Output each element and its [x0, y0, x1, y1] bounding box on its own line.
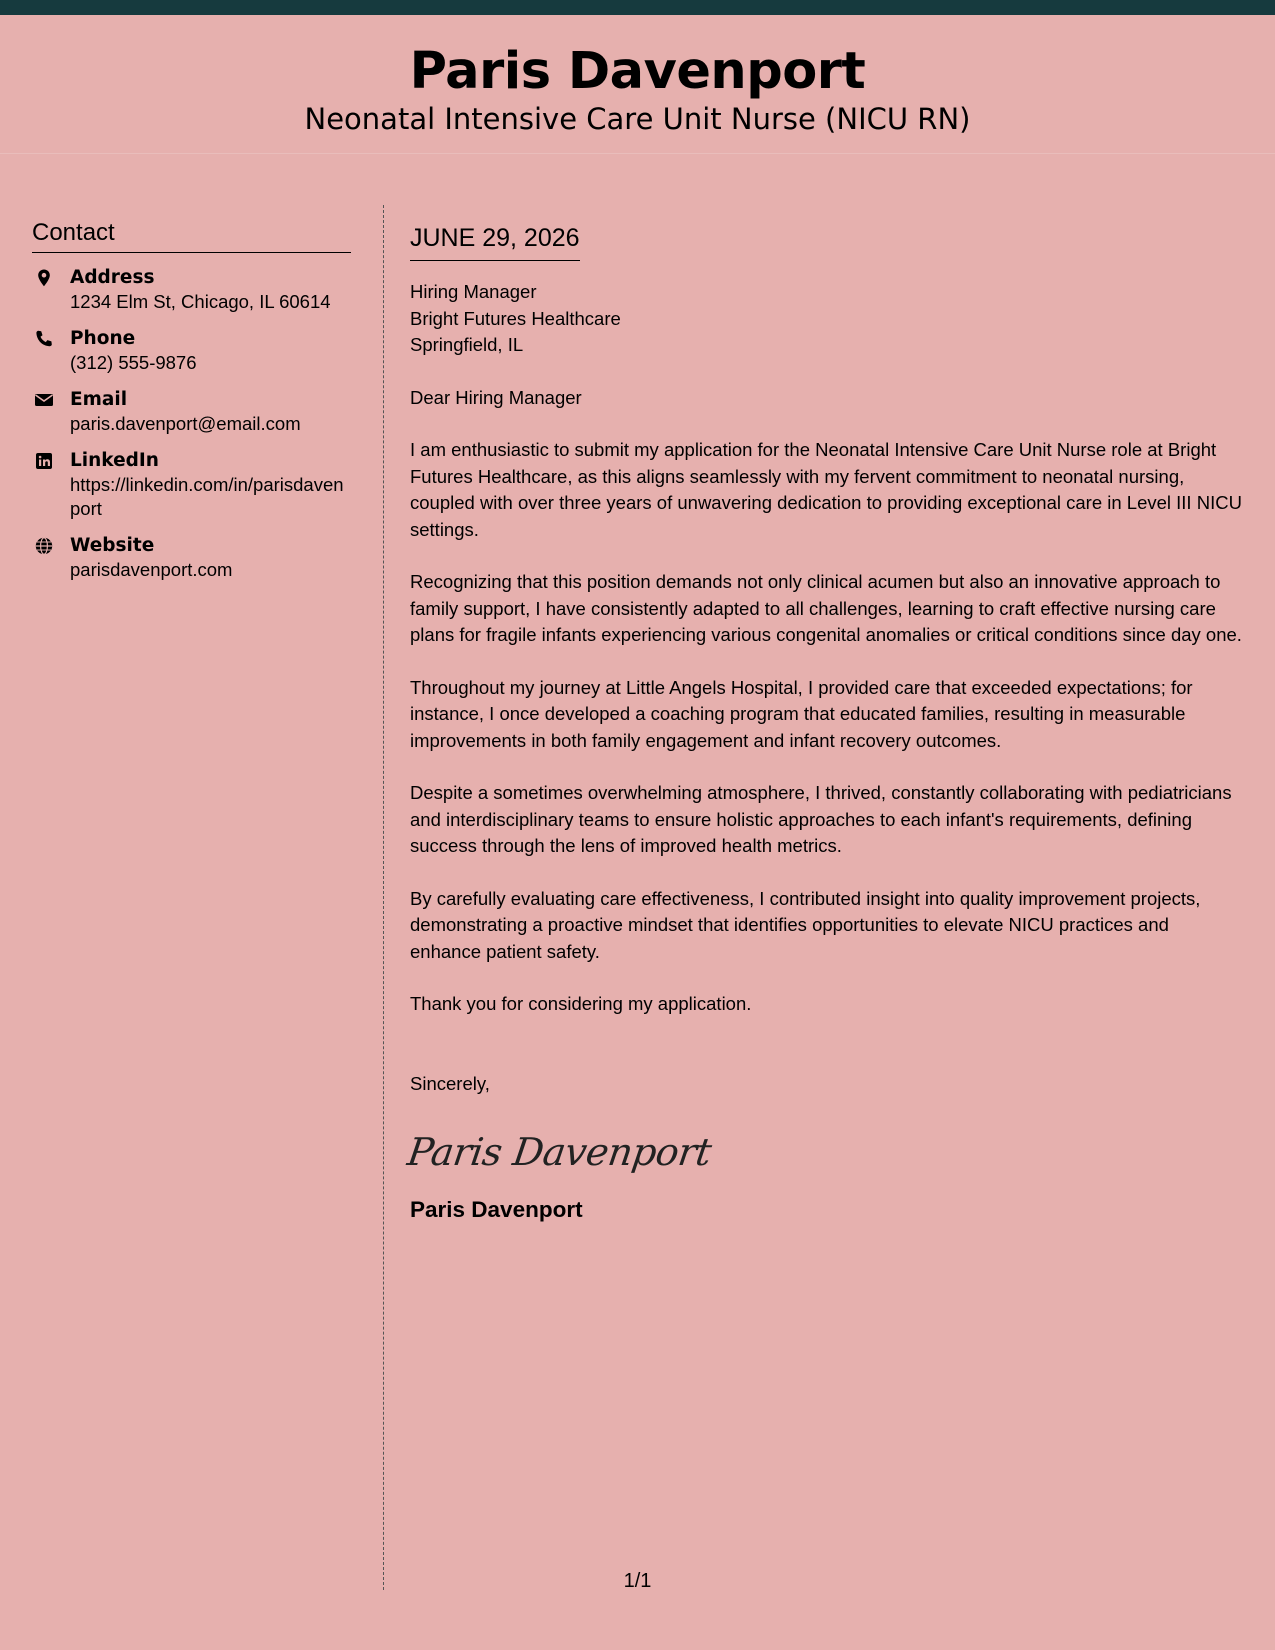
phone-label: Phone	[70, 328, 136, 349]
applicant-name: Paris Davenport	[409, 42, 866, 101]
contact-sidebar	[32, 218, 351, 582]
letter-paragraph: Thank you for considering my application.	[410, 993, 752, 1014]
recipient-line: Bright Futures Healthcare	[410, 307, 621, 329]
letter-paragraph: Recognizing that this position demands not only clinical acumen but also an innovative approach to family support, I have consistently adapted to all challenges, learning to craft effective nursing care plans for fragile infants experiencing various congenital anomalies or critical conditions since day one.	[410, 571, 1242, 645]
page-header	[0, 15, 1275, 154]
contact-phone	[32, 327, 351, 375]
website-label: Website	[70, 535, 155, 556]
page-number: 1/1	[623, 1570, 652, 1592]
email-label: Email	[70, 389, 128, 410]
letter-paragraph: By carefully evaluating care effectiveness, I contributed insight into quality improvement projects, demonstrating a proactive mindset that identifies opportunities to elevate NICU practices and enhance patient safety.	[410, 887, 1201, 962]
column-divider	[383, 205, 384, 1590]
letter-paragraph: Throughout my journey at Little Angels Hospital, I provided care that exceeded expectations; for instance, I once developed a coaching program that educated families, resulting in measurable improvements in both family engagement and infant recovery outcomes.	[410, 676, 1193, 751]
letter-paragraph: Despite a sometimes overwhelming atmosphere, I thrived, constantly collaborating with pediatricians and interdisciplinary teams to ensure holistic approaches to each infant's requirements, defining success through the lens of improved health metrics.	[410, 782, 1232, 856]
letter-paragraph: I am enthusiastic to submit my application for the Neonatal Intensive Care Unit Nurse role at Bright Futures Healthcare, as this aligns seamlessly with my fervent commitment to neonatal nursing, coupled with over three years of unwavering dedication to providing exceptional care in Level III NICU settings.	[410, 439, 1242, 540]
address-label: Address	[70, 267, 155, 288]
contact-website	[32, 534, 351, 582]
letter-date: JUNE 29, 2026	[410, 222, 580, 261]
contact-address	[32, 266, 351, 314]
linkedin-icon	[34, 451, 54, 471]
svg-text:Paris Davenport: Paris Davenport	[404, 1131, 714, 1175]
map-pin-icon	[34, 268, 54, 288]
linkedin-value[interactable]: https://linkedin.com/in/parisdavenport	[70, 474, 344, 519]
salutation: Dear Hiring Manager	[410, 386, 582, 408]
signer-name: Paris Davenport	[410, 1197, 583, 1222]
recipient-block	[410, 279, 1242, 359]
phone-icon	[34, 329, 54, 349]
letter-body	[404, 222, 1242, 1225]
job-title: Neonatal Intensive Care Unit Nurse (NICU RN)	[304, 102, 971, 136]
top-accent-bar	[0, 0, 1275, 15]
recipient-line: Hiring Manager	[410, 281, 537, 302]
contact-heading: Contact	[32, 218, 351, 253]
linkedin-label: LinkedIn	[70, 450, 159, 471]
website-value[interactable]: parisdavenport.com	[70, 559, 233, 580]
recipient-line: Springfield, IL	[410, 334, 524, 355]
contact-linkedin	[32, 449, 351, 521]
phone-value: (312) 555-9876	[70, 352, 197, 373]
address-value: 1234 Elm St, Chicago, IL 60614	[70, 291, 331, 312]
handwritten-signature	[404, 1123, 1242, 1183]
envelope-icon	[34, 390, 54, 410]
email-value[interactable]: paris.davenport@email.com	[70, 413, 301, 434]
globe-icon	[34, 536, 54, 556]
contact-email	[32, 388, 351, 436]
closing: Sincerely,	[410, 1072, 490, 1094]
